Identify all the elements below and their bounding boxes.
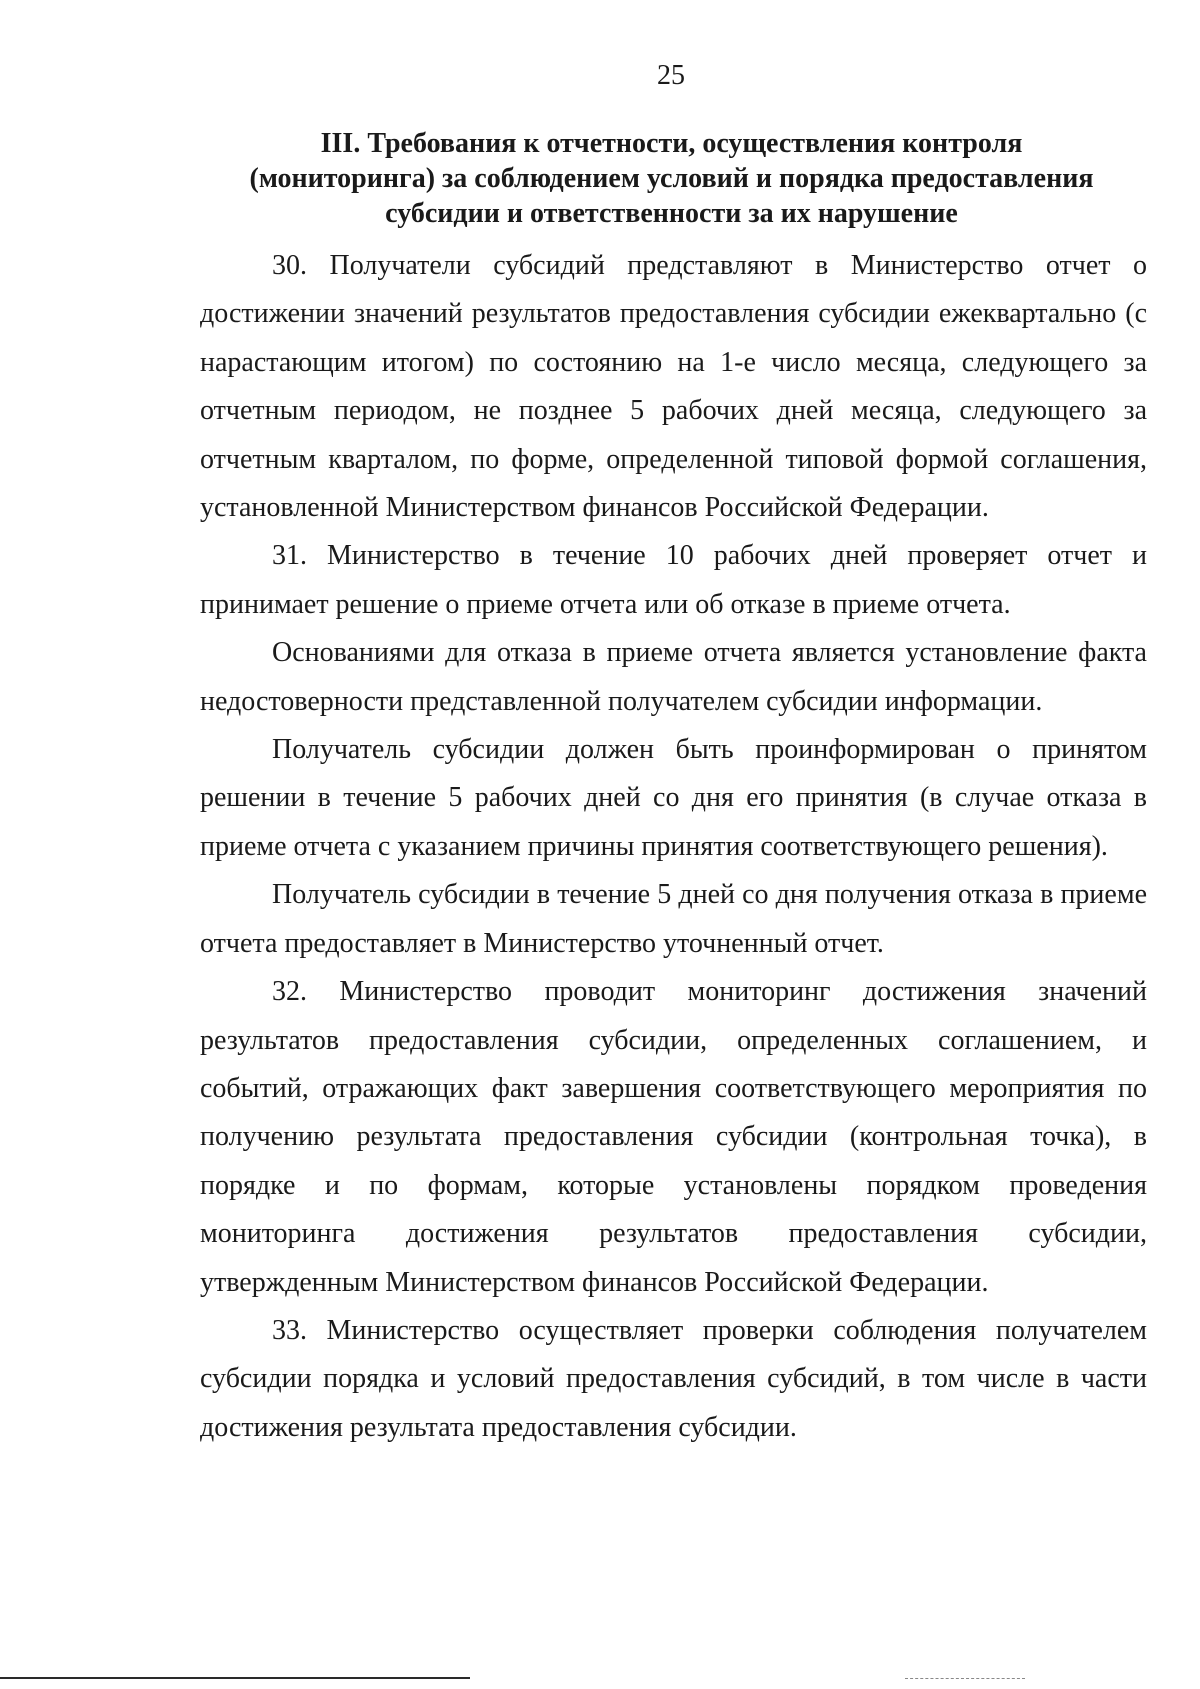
body-text <box>200 242 1147 1452</box>
paragraph-30: 30. Получатели субсидий представляют в Министерство отчет о достижении значений результатов предоставления субсидии ежеквартально (с нарастающим итогом) по состоянию на 1-е число месяца, следующего за отчетным периодом, не позднее 5 рабочих дней месяца, следующего за отчетным кварталом, по форме, определенной типовой формой соглашения, установленной Министерством финансов Российской Федерации. <box>200 250 1147 524</box>
footer-scan-mark <box>905 1678 1025 1679</box>
page-number: 25 <box>657 60 685 91</box>
section-title <box>200 126 1143 231</box>
paragraph-notification: Получатель субсидии должен быть проинформирован о принятом решении в течение 5 рабочих дней со дня его принятия (в случае отказа в приеме отчета с указанием причины принятия соответствующего решения). <box>200 734 1147 862</box>
paragraph-33: 33. Министерство осуществляет проверки соблюдения получателем субсидии порядка и условий предоставления субсидий, в том числе в части достижения результата предоставления субсидии. <box>200 1314 1147 1443</box>
footer-divider <box>0 1677 470 1679</box>
paragraph-32: 32. Министерство проводит мониторинг достижения значений результатов предоставления субсидии, определенных соглашением, и событий, отражающих факт завершения соответствующего мероприятия по получению результата предоставления субсидии (контрольная точка), в порядке и по формам, которые установлены порядком проведения мониторинга достижения результатов предоставления субсидии, утвержденным Министерством финансов Российской Федерации. <box>200 976 1147 1298</box>
section-title-line: (мониторинга) за соблюдением условий и порядка предоставления <box>249 163 1094 194</box>
section-title-line: субсидии и ответственности за их нарушение <box>385 198 958 229</box>
paragraph-refusal-grounds: Основаниями для отказа в приеме отчета является установление факта недостоверности представленной получателем субсидии информации. <box>200 637 1147 717</box>
paragraph-corrected-report: Получатель субсидии в течение 5 дней со дня получения отказа в приеме отчета предоставляет в Министерство уточненный отчет. <box>200 879 1147 959</box>
paragraph-31: 31. Министерство в течение 10 рабочих дней проверяет отчет и принимает решение о приеме отчета или об отказе в приеме отчета. <box>200 540 1147 620</box>
section-title-line: III. Требования к отчетности, осуществления контроля <box>320 128 1023 159</box>
